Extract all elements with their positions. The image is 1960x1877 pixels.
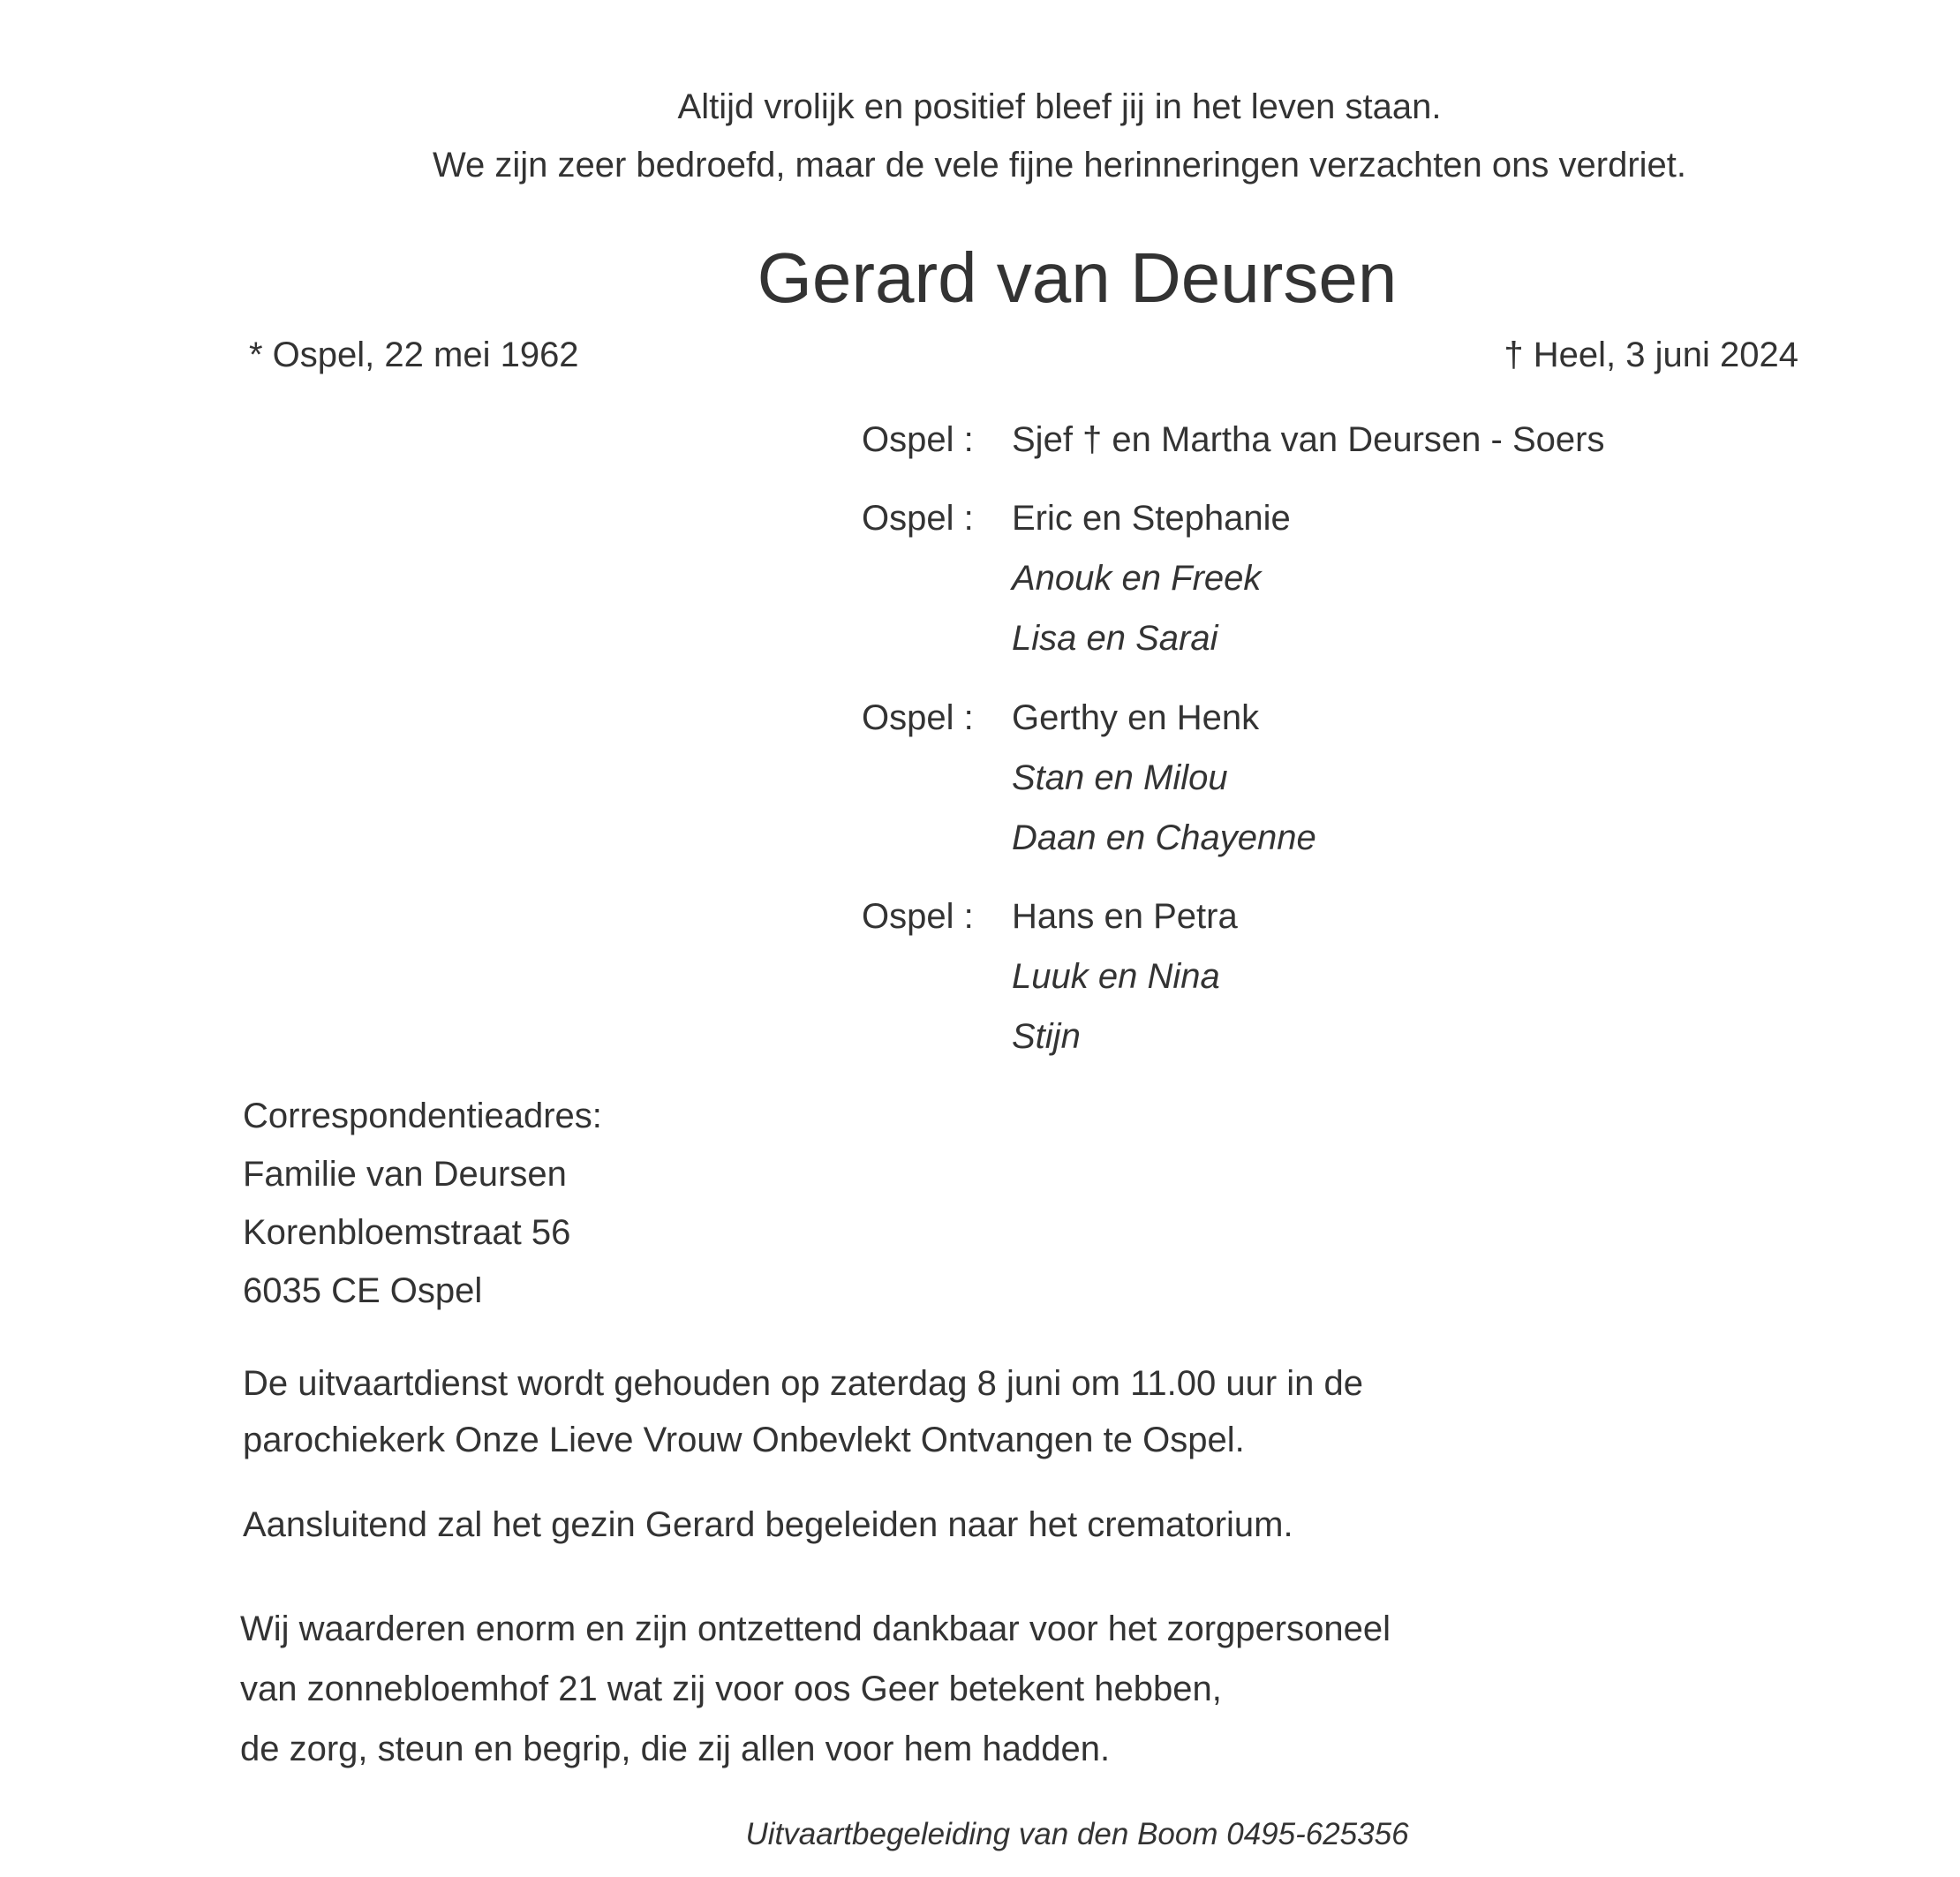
birth-date: * Ospel, 22 mei 1962 bbox=[249, 335, 579, 374]
family-place: Ospel : bbox=[862, 698, 974, 737]
deceased-name: Gerard van Deursen bbox=[757, 238, 1398, 317]
grandchild-name: Luuk en Nina bbox=[1012, 957, 1220, 996]
address-line: 6035 CE Ospel bbox=[243, 1271, 483, 1310]
thanks-line: Wij waarderen enorm en zijn ontzettend dankbaar voor het zorgpersoneel bbox=[240, 1609, 1391, 1648]
grandchild-name: Stijn bbox=[1012, 1017, 1081, 1056]
family-member-name: Hans en Petra bbox=[1012, 897, 1238, 936]
family-place: Ospel : bbox=[862, 420, 974, 459]
family-member-name: Sjef † en Martha van Deursen - Soers bbox=[1012, 420, 1605, 459]
grandchild-name: Anouk en Freek bbox=[1012, 559, 1262, 598]
service-line: Aansluitend zal het gezin Gerard begeleiden naar het crematorium. bbox=[243, 1505, 1293, 1544]
service-line: De uitvaartdienst wordt gehouden op zaterdag 8 juni om 11.00 uur in de bbox=[243, 1364, 1363, 1403]
family-place: Ospel : bbox=[862, 897, 974, 936]
grandchild-name: Daan en Chayenne bbox=[1012, 818, 1316, 857]
grandchild-name: Stan en Milou bbox=[1012, 758, 1228, 797]
family-place: Ospel : bbox=[862, 499, 974, 538]
motto-line-1: Altijd vrolijk en positief bleef jij in het leven staan. bbox=[677, 87, 1442, 126]
death-date: † Heel, 3 juni 2024 bbox=[1504, 335, 1798, 374]
service-line: parochiekerk Onze Lieve Vrouw Onbevlekt Ontvangen te Ospel. bbox=[243, 1421, 1245, 1459]
address-line: Korenbloemstraat 56 bbox=[243, 1213, 571, 1252]
funeral-director: Uitvaartbegeleiding van den Boom 0495-625356 bbox=[745, 1817, 1409, 1851]
address-line: Familie van Deursen bbox=[243, 1155, 567, 1194]
thanks-line: van zonnebloemhof 21 wat zij voor oos Geer betekent hebben, bbox=[240, 1670, 1222, 1708]
family-member-name: Eric en Stephanie bbox=[1012, 499, 1291, 538]
motto-line-2: We zijn zeer bedroefd, maar de vele fijne herinneringen verzachten ons verdriet. bbox=[432, 146, 1687, 185]
grandchild-name: Lisa en Sarai bbox=[1012, 619, 1218, 658]
thanks-line: de zorg, steun en begrip, die zij allen voor hem hadden. bbox=[240, 1730, 1111, 1768]
family-member-name: Gerthy en Henk bbox=[1012, 698, 1260, 737]
correspondence-label: Correspondentieadres: bbox=[243, 1097, 602, 1135]
